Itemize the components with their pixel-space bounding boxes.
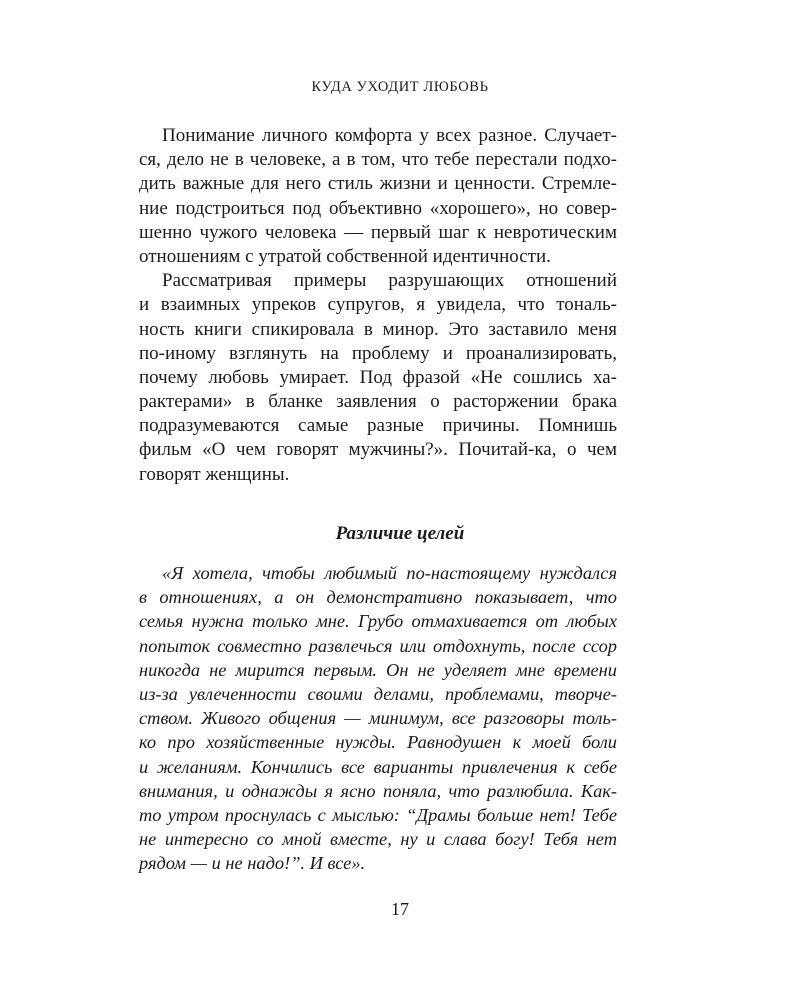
text-line: фильм «О чем говорят мужчины?». Почитай-ка, о чем — [139, 439, 617, 461]
page-number: 17 — [391, 899, 409, 919]
quote-line: в отношениях, а он демонстративно показывает, что — [139, 587, 617, 608]
text-line: дить важные для него стиль жизни и ценности. Стремле- — [139, 173, 617, 195]
quote-line: то утром проснулась с мыслью: “Драмы больше нет! Тебе — [139, 804, 617, 825]
quote-line: семья нужна только мне. Грубо отмахивается от любых — [139, 611, 617, 632]
quote-block — [139, 561, 617, 875]
text-line: ность книги спикировала в минор. Это заставило меня — [139, 318, 617, 340]
text-line: и взаимных упреков супругов, я увидела, что тональ- — [139, 294, 617, 316]
quote-line: рядом — и не надо!”. И все». — [139, 853, 366, 874]
text-line: шенно чужого человека — первый шаг к невротическим — [139, 221, 617, 243]
text-line: ся, дело не в человеке, а в том, что тебе перестали подхо- — [139, 149, 617, 171]
quote-line: ко про хозяйственные нужды. Равнодушен к моей боли — [139, 732, 617, 753]
text-line: ние подстроиться под объективно «хорошего», но совер- — [139, 197, 617, 219]
text-line: почему любовь умирает. Под фразой «Не сошлись ха- — [139, 366, 617, 388]
quote-line: «Я хотела, чтобы любимый по-настоящему нуждался — [162, 563, 617, 583]
body-text — [139, 124, 617, 487]
text-line: Рассматривая примеры разрушающих отношений — [162, 270, 617, 292]
text-line: по-иному взглянуть на проблему и проанализировать, — [139, 342, 617, 364]
text-line: подразумеваются самые разные причины. Помнишь — [139, 415, 617, 437]
quote-line: ством. Живого общения — минимум, все разговоры толь- — [139, 708, 617, 729]
quote-line: и желаниям. Кончились все варианты привлечения к себе — [139, 756, 617, 777]
text-line: отношениям с утратой собственной идентичности. — [139, 245, 551, 267]
quote-line: попыток совместно развлечься или отдохнуть, после ссор — [139, 635, 617, 656]
quote-line: внимания, и однажды я ясно поняла, что разлюбила. Как- — [139, 780, 617, 801]
text-line: рактерами» в бланке заявления о расторжении брака — [139, 391, 617, 413]
text-line: говорят женщины. — [139, 463, 290, 485]
quote-line: не интересно со мной вместе, ну и слава богу! Тебя нет — [139, 829, 617, 850]
running-header: КУДА УХОДИТ ЛЮБОВЬ — [311, 79, 489, 95]
quote-line: из-за увлеченности своими делами, проблемами, творче- — [139, 683, 617, 704]
section-heading: Различие целей — [335, 523, 465, 544]
quote-line: никогда не мирится первым. Он не уделяет мне времени — [139, 659, 617, 680]
text-line: Понимание личного комфорта у всех разное. Случает- — [162, 125, 617, 146]
